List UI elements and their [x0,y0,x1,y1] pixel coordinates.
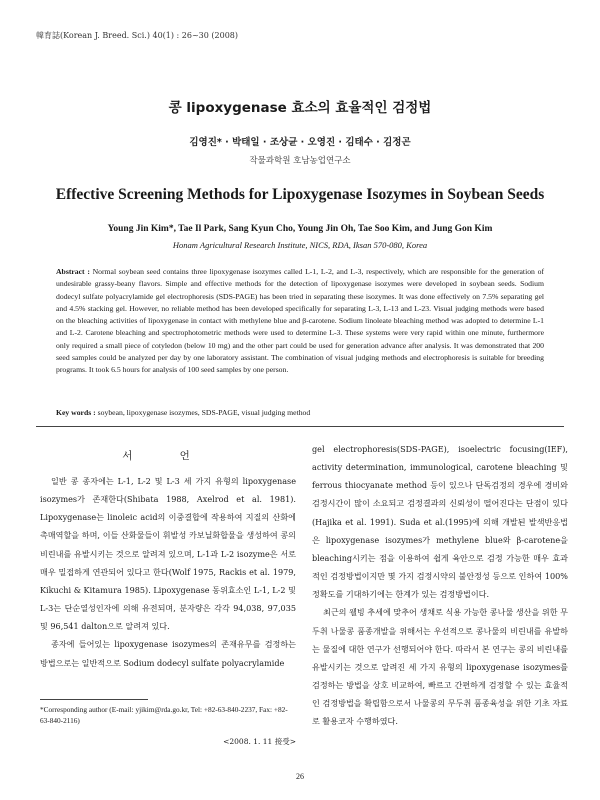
korean-title: 콩 lipoxygenase 효소의 효율적인 검정법 [168,100,432,116]
journal-reference: 韓育誌(Korean J. Breed. Sci.) 40(1) : 26~30 (2008) [36,31,238,40]
abstract [56,266,544,377]
abstract-text: Normal soybean seed contains three lipoxygenase isozymes called L-1, L-2, and L-3, respectively, which are responsible for the generation of undesirable grassy-beany flavors. Simple and effective methods for the detection of lipoxygenase isozymes were developed in soybean seeds. Sodium dodecyl sulfate polyacrylamide gel electrophoresis (SDS-PAGE) has been tried in separating these isozymes. It was done effectively on 7.5% separating gel and 4.5% stacking gel. However, no reliable method has been developed specifically for separating L-3, L-13 and L-23. Visual judging methods were based on the bleaching activities of lipoxygenase in contact with methylene blue and β-carotene. Sodium linoleate bleaching method was adopted to determine L-1 and L-2. Carotene bleaching and spectrophotometric methods were used to determine L-3. These systems were very rapid within one minute, furthermore only required a small piece of cotyledon (below 10 mg) and the other part could be used for generation advance after analysis. It was demonstrated that 200 seed samples could be analyzed per day by one laboratory assistant. The combination of visual judging methods and electrophoresis is suitable for breeding programs. It took 6.5 hours for analysis of 100 seed samples by one person. [56,267,545,375]
section-heading-introduction: 서 언 [122,450,212,462]
korean-authors: 김영진* · 박태일 · 조상균 · 오영진 · 김태수 · 김정곤 [189,137,411,148]
korean-affiliation: 작물과학원 호남농업연구소 [249,156,351,166]
page-number: 26 [296,772,304,781]
keywords [56,408,544,417]
english-title: Effective Screening Methods for Lipoxygenase Isozymes in Soybean Seeds [55,186,545,203]
english-affiliation: Honam Agricultural Research Institute, NICS, RDA, Iksan 570-080, Korea [172,240,428,250]
header-divider [36,426,564,427]
keywords-label: Key words : [56,408,96,417]
left-column [40,472,296,684]
english-authors: Young Jin Kim*, Tae Il Park, Sang Kyun Cho, Young Jin Oh, Tae Soo Kim, and Jung Gon Kim [107,224,493,234]
received-date: <2008. 1. 11 接受> [223,737,296,746]
right-column [312,440,568,758]
footnote-divider [40,699,148,700]
left-paragraph-1: 일반 콩 종자에는 L-1, L-2 및 L-3 세 가지 유형의 lipoxygenase isozymes가 존재한다(Shibata 1988, Axelrod et al. 1981). Lipoxygenase는 linoleic acid의 이중결합에 작용하여 지질의 산화에 촉매역할을 하며, 이들 산화물들이 휘발성 카보닐화합물을 생성하여 콩의 비린내를 유발시키는 것으로 알려져 있으며, L-1과 L-2 isozyme은 서로 매우 밀접하게 연관되어 있다고 한다(Wolf 1975, Rackis et al. 1979, Kikuchi & Kitamura 1985). Lipoxygenase 동위효소인 L-1, L-2 및 L-3는 단순열성인자에 의해 유전되며, 분자량은 각각 94,038, 97,035 및 96,541 dalton으로 알려져 있다. [40,476,296,632]
corresponding-author-footnote: *Corresponding author (E-mail: yjikim@rda.go.kr, Tel: +82-63-840-2237, Fax: +82-63-840-2116) [40,705,288,725]
left-paragraph-2: 종자에 들어있는 lipoxygenase isozymes의 존재유무를 검정하는 방법으로는 일반적으로 Sodium dodecyl sulfate polyacrylamide [40,639,296,668]
right-paragraph-2: 최근의 웰빙 추세에 맞추어 생채로 식용 가능한 콩나물 생산을 위한 무두취 나물콩 품종개발을 위해서는 우선적으로 콩나물의 비린내를 유발하는 물질에 대한 연구가 선행되어야 한다. 따라서 본 연구는 콩의 비린내를 유발시키는 것으로 알려진 세 가지 유형의 lipoxygenase isozymes를 검정하는 방법을 상호 비교하여, 빠르고 간편하게 검정할 수 있는 효율적인 검정방법을 확립함으로서 나물콩의 무두취 품종육성을 위한 기초 자료로 활용코자 수행하였다. [312,607,568,727]
keywords-text: soybean, lipoxygenase isozymes, SDS-PAGE, visual judging method [97,408,311,417]
right-paragraph-1: gel electrophoresis(SDS-PAGE), isoelectric focusing(IEF), activity determination, immunological, carotene bleaching 및 ferrous thiocyanate method 등이 있으나 단독검정의 경우에 경비와 검정시간이 많이 소요되고 검정결과의 신뢰성이 떨어진다는 단점이 있다(Hajika et al. 1991). Suda et al.(1995)에 의해 개발된 발색반응법은 lipoxygenase isozymes가 methylene blue와 β-carotene을 bleaching시키는 점을 이용하여 쉽게 육안으로 검정 가능한 매우 효과적인 검정방법이지만 몇 가지 검정시약의 불안정성 등으로 인하여 100% 정확도를 기대하기에는 한계가 있는 검정방법이다. [312,444,568,600]
abstract-label: Abstract : [56,267,90,276]
